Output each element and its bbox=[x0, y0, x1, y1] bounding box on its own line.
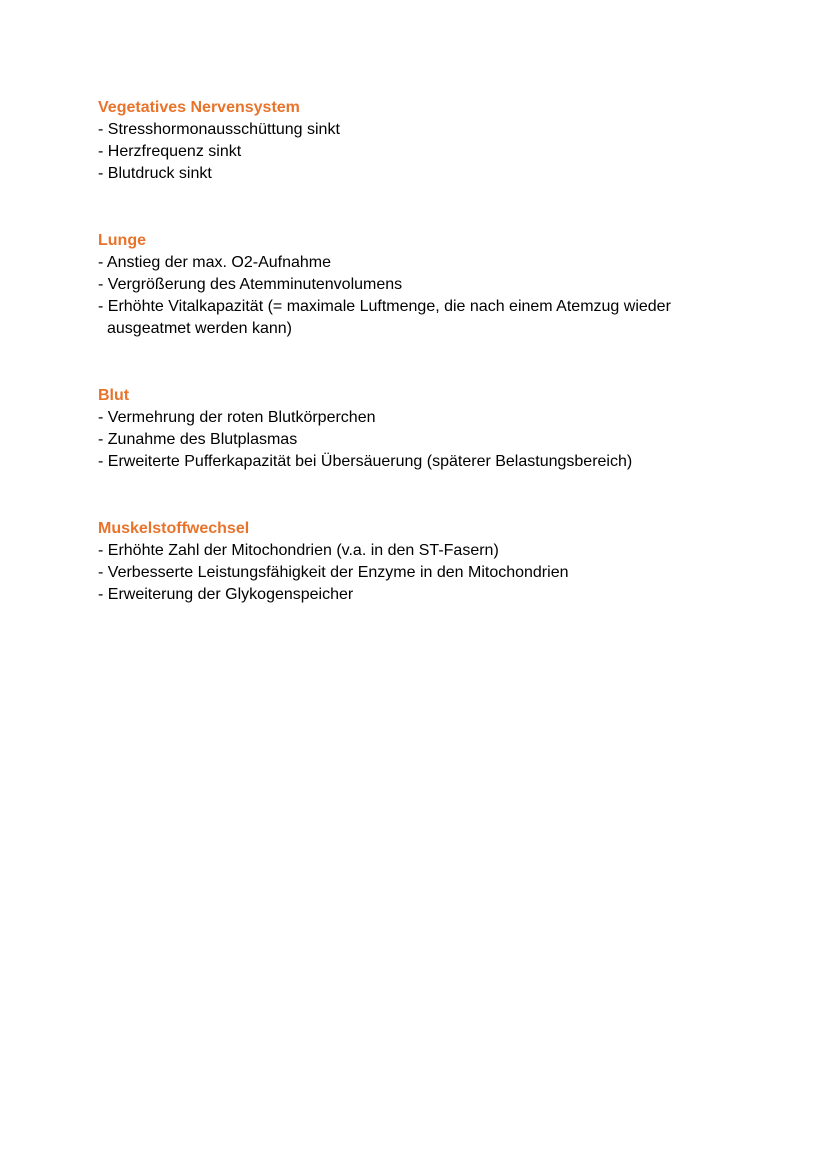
list-item: - Erhöhte Zahl der Mitochondrien (v.a. in den ST-Fasern) bbox=[98, 542, 499, 559]
section-blut bbox=[98, 385, 738, 473]
list-item: - Herzfrequenz sinkt bbox=[98, 143, 242, 160]
list-item: - Zunahme des Blutplasmas bbox=[98, 431, 298, 448]
document-page bbox=[98, 97, 738, 606]
section-heading: Blut bbox=[98, 387, 130, 404]
section-muskelstoffwechsel bbox=[98, 518, 738, 606]
list-item: - Vermehrung der roten Blutkörperchen bbox=[98, 409, 376, 426]
bullet-list bbox=[98, 119, 738, 185]
section-heading: Muskelstoffwechsel bbox=[98, 520, 250, 537]
bullet-list bbox=[98, 407, 738, 473]
list-item: - Blutdruck sinkt bbox=[98, 165, 212, 182]
list-item: - Erweiterung der Glykogenspeicher bbox=[98, 586, 354, 603]
section-heading: Vegetatives Nervensystem bbox=[98, 99, 300, 116]
section-vegetatives-nervensystem bbox=[98, 97, 738, 185]
bullet-list bbox=[98, 252, 738, 340]
bullet-list bbox=[98, 540, 738, 606]
list-item: - Anstieg der max. O2-Aufnahme bbox=[98, 254, 331, 271]
list-item: - Vergrößerung des Atemminutenvolumens bbox=[98, 276, 403, 293]
list-item: - Erweiterte Pufferkapazität bei Übersäuerung (späterer Belastungsbereich) bbox=[98, 453, 633, 470]
section-heading: Lunge bbox=[98, 232, 146, 249]
list-item: - Stresshormonausschüttung sinkt bbox=[98, 121, 340, 138]
list-item: - Erhöhte Vitalkapazität (= maximale Luftmenge, die nach einem Atemzug wieder ausgeatmet werden kann) bbox=[98, 298, 671, 337]
section-lunge bbox=[98, 230, 738, 340]
list-item: - Verbesserte Leistungsfähigkeit der Enzyme in den Mitochondrien bbox=[98, 564, 569, 581]
